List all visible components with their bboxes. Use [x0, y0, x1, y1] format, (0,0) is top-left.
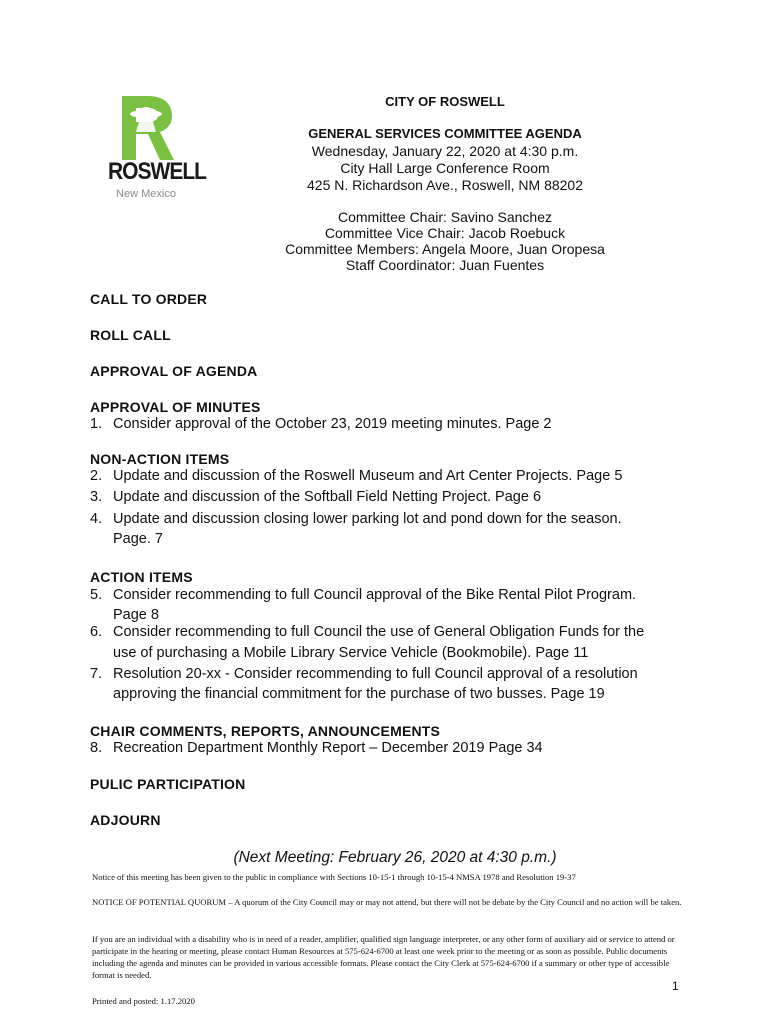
agenda-item — [90, 487, 690, 507]
item-text: Update and discussion closing lower parking lot and pond down for the season. — [113, 511, 622, 527]
agenda-item — [90, 664, 690, 702]
item-number: 5. — [90, 587, 103, 603]
staff-coordinator: Staff Coordinator: Juan Fuentes — [345, 257, 545, 273]
item-text: Resolution 20-xx - Consider recommending to full Council approval of a resolution — [113, 666, 638, 682]
call-to-order-heading: CALL TO ORDER — [90, 291, 208, 307]
item-text: Consider recommending to full Council the use of General Obligation Funds for the — [113, 624, 645, 640]
item-text: Consider recommending to full Council approval of the Bike Rental Pilot Program. — [113, 587, 637, 603]
committee-chair: Committee Chair: Savino Sanchez — [338, 209, 552, 225]
adjourn-heading: ADJOURN — [90, 812, 161, 828]
committee-members: Committee Members: Angela Moore, Juan Oropesa — [285, 241, 605, 257]
alien-r-logo-icon — [108, 92, 184, 162]
roswell-logo — [108, 92, 206, 208]
agenda-item — [90, 509, 690, 547]
agenda-item — [90, 622, 690, 661]
item-text: Consider approval of the October 23, 2019 meeting minutes. Page 2 — [113, 416, 552, 432]
non-action-heading: NON-ACTION ITEMS — [90, 451, 230, 467]
item-text: Recreation Department Monthly Report – December 2019 Page 34 — [113, 740, 543, 756]
meeting-address: 425 N. Richardson Ave., Roswell, NM 88202 — [307, 177, 583, 193]
meeting-location: City Hall Large Conference Room — [340, 160, 550, 176]
item-number: 2. — [90, 468, 103, 484]
agenda-item — [90, 414, 690, 434]
item-number: 8. — [90, 740, 103, 756]
action-heading: ACTION ITEMS — [90, 569, 193, 585]
item-text-continued: Page. 7 — [113, 531, 163, 547]
committee-vice-chair: Committee Vice Chair: Jacob Roebuck — [324, 225, 566, 241]
next-meeting: (Next Meeting: February 26, 2020 at 4:30 p.m.) — [233, 849, 557, 866]
quorum-notice: NOTICE OF POTENTIAL QUORUM – A quorum of the City Council may or may not attend, but there will not be debate by the City Council and no action will be taken. — [92, 897, 682, 907]
item-text-continued: Page 8 — [113, 607, 159, 623]
disability-notice: If you are an individual with a disability who is in need of a reader, amplifier, qualified sign language interpreter, or any other form of auxiliary aid or service to attend or participate in the hearing or meeting, please contact Human Resources at 575-624-6700 at least one week prior to the meeting or as soon as possible. Public documents including the agenda and minutes can be provided in various accessible formats. Please contact the City Clerk at 575-624-6700 if a summary or other type of accessible format is needed. — [92, 934, 675, 980]
logo-wordmark: ROSWELL — [108, 158, 206, 185]
city-name: CITY OF ROSWELL — [385, 94, 505, 109]
approval-agenda-heading: APPROVAL OF AGENDA — [90, 363, 258, 379]
item-number: 1. — [90, 416, 103, 432]
item-number: 4. — [90, 511, 103, 527]
logo-subtitle: New Mexico — [116, 188, 176, 200]
compliance-notice: Notice of this meeting has been given to the public in compliance with Sections 10-15-1 through 10-15-4 NMSA 1978 and Resolution 19-37 — [92, 872, 576, 882]
roll-call-heading: ROLL CALL — [90, 327, 171, 343]
item-number: 7. — [90, 666, 103, 682]
printed-posted-date: Printed and posted: 1.17.2020 — [92, 996, 195, 1006]
agenda-item — [90, 738, 690, 758]
item-text-continued: use of purchasing a Mobile Library Service Vehicle (Bookmobile). Page 11 — [113, 645, 589, 661]
item-number: 3. — [90, 489, 103, 505]
page-number: 1 — [672, 979, 679, 993]
item-text-continued: approving the financial commitment for the purchase of two busses. Page 19 — [113, 686, 605, 702]
agenda-title: GENERAL SERVICES COMMITTEE AGENDA — [308, 126, 582, 141]
item-number: 6. — [90, 624, 103, 640]
item-text: Update and discussion of the Roswell Museum and Art Center Projects. Page 5 — [113, 468, 623, 484]
public-participation-heading: PULIC PARTICIPATION — [90, 776, 246, 792]
agenda-item — [90, 585, 690, 623]
item-text: Update and discussion of the Softball Field Netting Project. Page 6 — [113, 489, 542, 505]
chair-comments-heading: CHAIR COMMENTS, REPORTS, ANNOUNCEMENTS — [90, 723, 441, 739]
approval-minutes-heading: APPROVAL OF MINUTES — [90, 399, 261, 415]
agenda-item — [90, 466, 690, 486]
meeting-datetime: Wednesday, January 22, 2020 at 4:30 p.m. — [311, 143, 579, 159]
